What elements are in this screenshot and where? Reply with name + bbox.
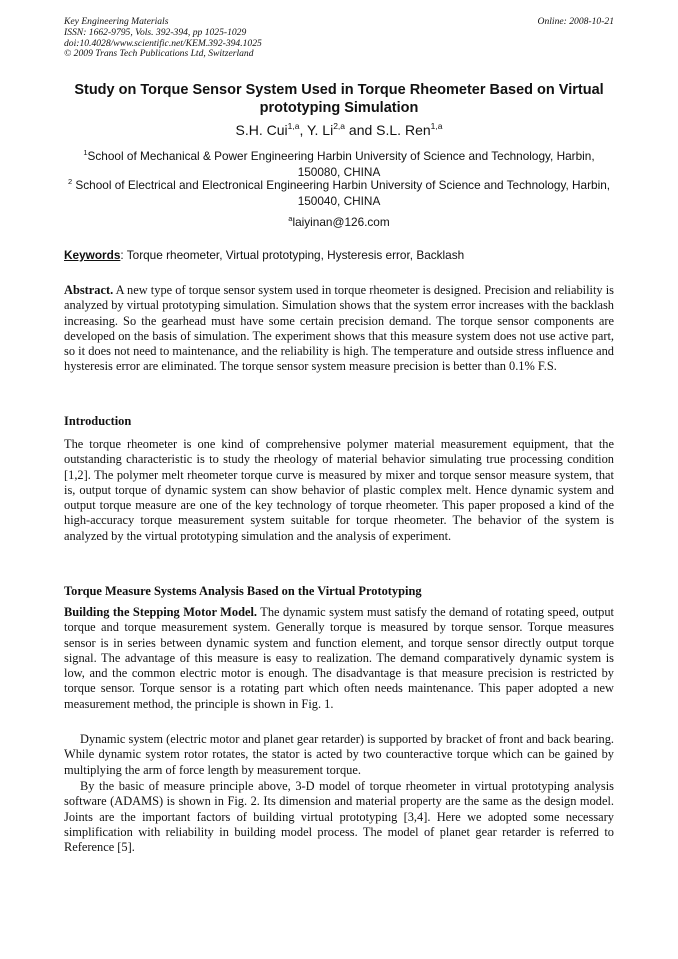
- affiliation-text: School of Mechanical & Power Engineering Harbin University of Science and Technology, Harbin, 150080, CHINA: [87, 149, 595, 179]
- author-name: Y. Li: [306, 122, 334, 138]
- email-mark: a: [288, 214, 293, 223]
- affiliation-mark: 2: [67, 177, 73, 186]
- author-name: S.L. Ren: [376, 122, 431, 138]
- journal-header: [64, 17, 614, 60]
- abstract-label: Abstract.: [64, 283, 114, 297]
- run-in-heading: Building the Stepping Motor Model.: [64, 605, 258, 619]
- author-affiliation-mark: 1,a: [287, 121, 300, 131]
- author-separator: ,: [299, 122, 307, 138]
- issn-line: ISSN: 1662-9795, Vols. 392-394, pp 1025-1029: [64, 26, 247, 38]
- paragraph-dynamic-system: Dynamic system (electric motor and planet gear retarder) is supported by bracket of front and back bearing. While dynamic system rotor rotates, the stator is acted by two counteractive torque which can be gained by multiplying the arm of force length by measurement torque.: [64, 732, 614, 777]
- keywords-label: Keywords: [64, 248, 121, 262]
- online-date: Online: 2008-10-21: [537, 16, 614, 27]
- affiliation-2: [64, 178, 614, 209]
- author-affiliation-mark: 1,a: [430, 121, 443, 131]
- paragraph-text: The dynamic system must satisfy the demand of rotating speed, output torque and torque measurement system. Generally torque is measured by torque sensor. Torque measures sensor is in series between dynamic system and function element, and torque sensor directly output torque signal. The advantage of this measure is easy to realization. The demand comparatively dynamic system is low, and the common electric motor is enough. The disadvantage is that measure precision is restricted by torque sensor. Torque sensor is a rotating part which often needs maintenance. This paper adopted a new measurement method, the principle is shown in Fig. 1.: [64, 605, 614, 711]
- keywords-text: : Torque rheometer, Virtual prototyping, Hysteresis error, Backlash: [120, 248, 465, 262]
- affiliation-text: School of Electrical and Electronical Engineering Harbin University of Science and Technology, Harbin, 150040, CHINA: [72, 178, 611, 208]
- affiliation-mark: 1: [83, 148, 88, 157]
- journal-name: Key Engineering Materials: [64, 16, 169, 27]
- abstract: [64, 283, 614, 375]
- affiliation-1: [64, 149, 614, 180]
- section-heading-torque-measure: Torque Measure Systems Analysis Based on the Virtual Prototyping: [64, 584, 422, 598]
- author-affiliation-mark: 2,a: [333, 121, 346, 131]
- email-address: laiyinan@126.com: [292, 215, 390, 229]
- keywords: [64, 248, 614, 263]
- copyright-line: © 2009 Trans Tech Publications Ltd, Switzerland: [64, 48, 254, 60]
- paragraph-building-model: [64, 605, 614, 712]
- doi-line: doi:10.4028/www.scientific.net/KEM.392-394.1025: [64, 37, 262, 49]
- contact-email: [64, 215, 614, 230]
- author-name: S.H. Cui: [235, 122, 288, 138]
- section-heading-introduction: Introduction: [64, 414, 132, 428]
- author-list: [64, 121, 614, 139]
- paragraph-measure-principle: By the basic of measure principle above, 3-D model of torque rheometer in virtual prototyping analysis software (ADAMS) is shown in Fig. 2. Its dimension and material property are the same as the design model. Joints are the important factors of building virtual prototyping [3,4]. Here we adopted some necessary simplification with reliability in building model process. The model of planet gear retarder is referred to Reference [5].: [64, 779, 614, 855]
- introduction-paragraph: The torque rheometer is one kind of comprehensive polymer material measurement equipment, that the outstanding characteristic is to study the rheology of material behavior simulating true processing condition [1,2]. The polymer melt rheometer torque curve is measured by mixer and torque sensor measure system, that is, output torque of dynamic system can show behavior of plastic complex melt. Hence dynamic system and output torque measure are one of the key technology of torque rheometer. This paper proposed a kind of the high-accuracy torque measurement system suitable for torque rheometer. The behavior of the system is analyzed by the virtual prototyping simulation and the analysis of experiment.: [64, 437, 614, 543]
- author-separator: and: [345, 122, 377, 138]
- paper-title: Study on Torque Sensor System Used in Torque Rheometer Based on Virtual prototyping Simulation: [74, 82, 604, 116]
- abstract-text: A new type of torque sensor system used in torque rheometer is designed. Precision and reliability is analyzed by virtual prototyping simulation. Simulation shows that the system error increases with the backlash increasing. So the gearhead must have some certain precision demand. The torque sensor components are developed on the basis of simulation. The experiment shows that this measure system does not use active part, so it does not need to maintenance, and the reliability is high. The temperature and outside stress influence and hysteresis error are eliminated. The torque sensor system measure precision is better than 0.1% F.S.: [64, 283, 614, 374]
